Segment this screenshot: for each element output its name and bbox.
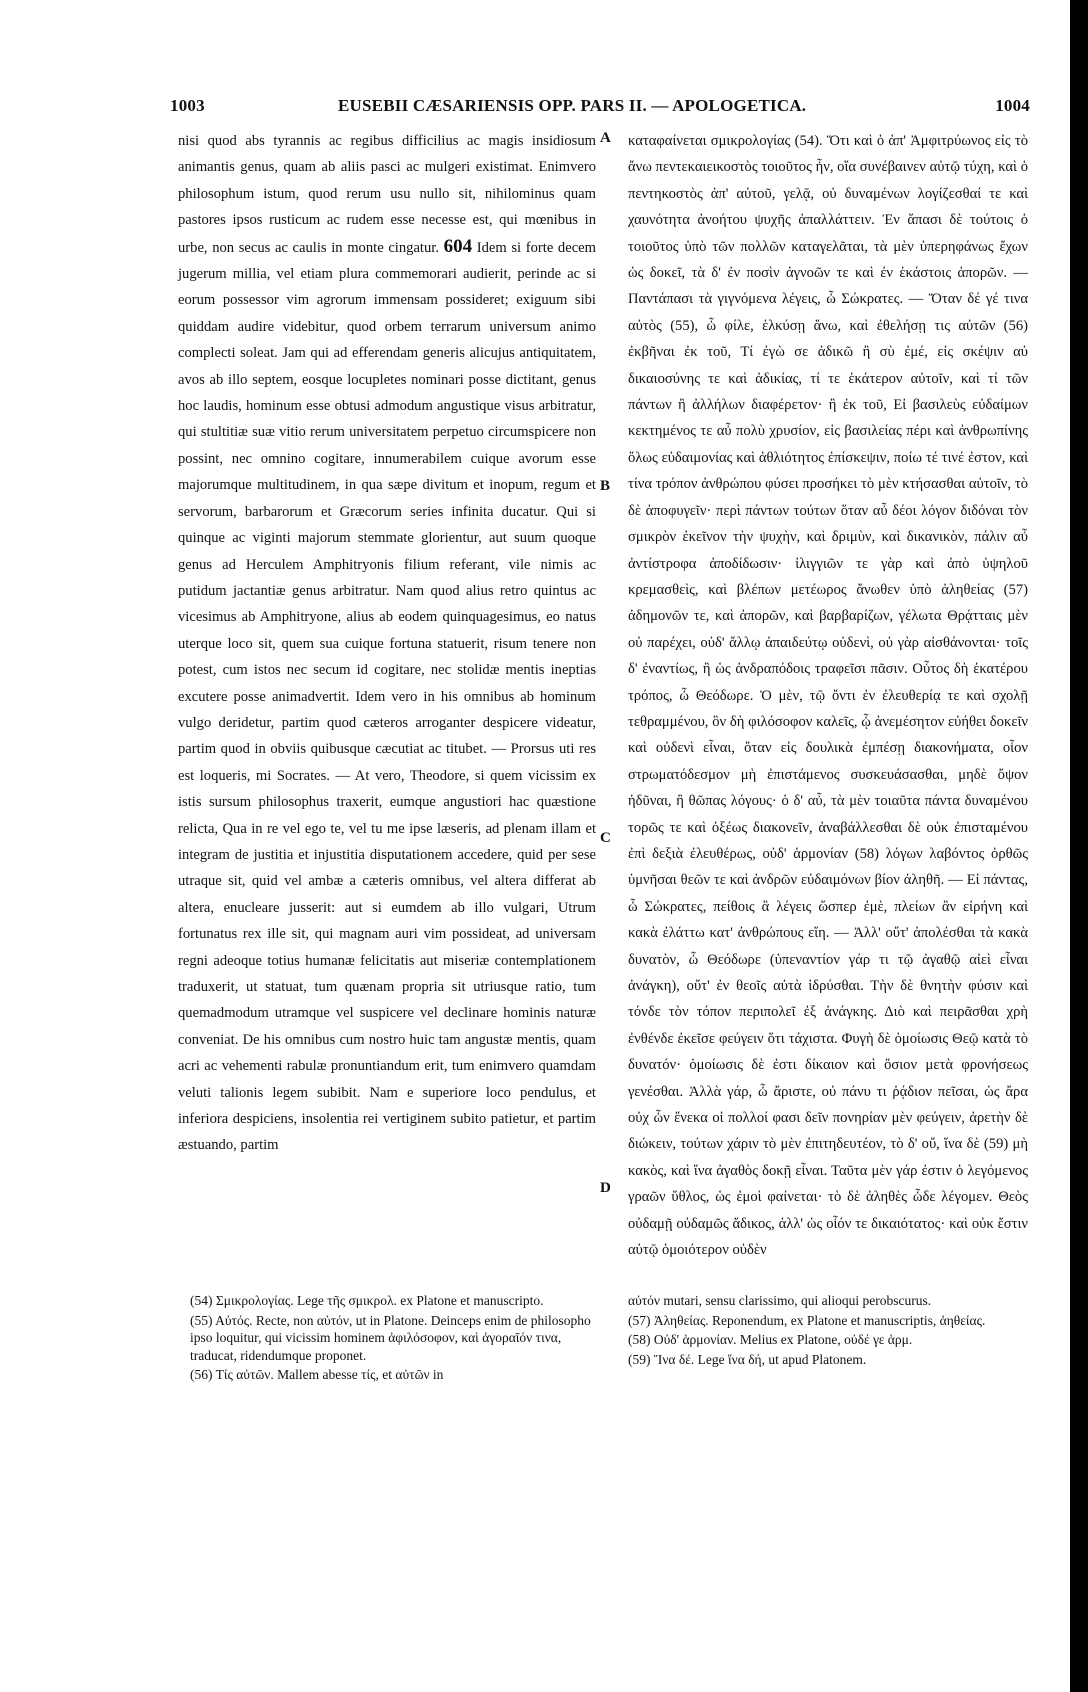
footnote-57: (57) Ἀληθείας. Reponendum, ex Platone et manuscriptis, ἀηθείας. [628, 1312, 986, 1328]
page-number-left: 1003 [170, 96, 205, 115]
footnote-55: (55) Αὐτός. Recte, non αὐτόν, ut in Platone. Deinceps enim de philosopho ipso loquitur, qui vicissim hominem ἀφιλόσοφον, καὶ ἀγοραῖόν τινα, traducat, ridendumque proponet. [190, 1312, 591, 1363]
running-head [170, 92, 1030, 122]
latin-text-part1: nisi quod abs tyrannis ac regibus difficilius ac magis insidiosum animantis genus, quam ab aliis pasci ac mulgeri existimat. Enimvero philosophum istum, quod rerum usu nullo sit, nihilominus quam pastores ipsos rusticum ac rudem esse necesse est, qui mœnibus in urbe, non secus ac caulis in monte cingatur. [178, 133, 596, 256]
latin-text [178, 128, 596, 1159]
margin-marker-c: C [600, 830, 611, 846]
footnotes-right [628, 1292, 1028, 1370]
page-number-right: 1004 [995, 96, 1030, 115]
footnote-54: (54) Σμικρολογίας. Lege τῆς σμικρολ. ex Platone et manuscripto. [190, 1293, 544, 1308]
footnote-59: (59) Ἵνα δέ. Lege ἵνα δή, ut apud Platonem. [628, 1351, 867, 1367]
page-ref-number: 604 [443, 235, 473, 257]
margin-marker-b: B [600, 478, 611, 494]
footnotes-left [190, 1292, 598, 1386]
footnote-56-cont: αὐτόν mutari, sensu clarissimo, qui alioqui perobscurus. [628, 1293, 932, 1308]
footnote-58: (58) Οὐδ' ἁρμονίαν. Melius ex Platone, οὐδέ γε ἁρμ. [628, 1332, 913, 1347]
margin-marker-a: A [600, 130, 611, 146]
right-column-greek [628, 128, 1028, 1263]
running-title: EUSEBII CÆSARIENSIS OPP. PARS II. — APOLOGETICA. [338, 96, 807, 115]
footnote-56: (56) Τίς αὐτῶν. Mallem abesse τίς, et αὐτῶν in [190, 1367, 444, 1382]
greek-text: καταφαίνεται σμικρολογίας (54). Ὅτι καὶ ὁ ἀπ' Ἀμφιτρύωνος εἰς τὸ ἄνω πεντεκαιεικοστὸς τοιοῦτος ἦν, οἵα συνέβαινεν αὐτῷ τύχη, καὶ ὁ πεντηκοστὸς ἀπ' αὐτοῦ, γελᾷ, οὐ δυναμένων λογίζεσθαί τε καὶ χαυνότητα ἀνοήτου ψυχῆς ἀπαλλάττειν. Ἐν ἅπασι δὲ τούτοις ὁ τοιοῦτος ὑπὸ τῶν πολλῶν καταγελᾶται, τὰ μὲν ὑπερηφάνως ἔχων ὡς δοκεῖ, τὰ δ' ἐν ποσὶν ἀγνοῶν τε καὶ ἐν ἑκάστοις ἀπορῶν. — Παντάπασι τὰ γιγνόμενα λέγεις, ὦ Σώκρατες. — Ὅταν δέ γέ τινα αὐτὸς (55), ὦ φίλε, ἑλκύσῃ ἄνω, καὶ ἐθελήσῃ τις αὐτῶν (56) ἐκβῆναι ἐκ τοῦ, Τί ἐγὼ σε ἀδικῶ ἢ σὺ ἐμέ, εἰς σκέψιν αὐ δικαιοσύνης τε καὶ ἀδικίας, τί τε ἑκάτερον αὐτοῖν, καὶ τί τῶν πάντων ἢ ἀλλήλων διαφέρετον· ἢ ἐκ τοῦ, Εἰ βασιλεὺς εὐδαίμων κεκτημένος τε αὖ πολὺ χρυσίον, εἰς βασιλείας πέρι καὶ ἀνθρωπίνης ὅλως εὐδαιμονίας καὶ ἀθλιότητος ἐπίσκεψιν, ποίω τέ τινέ ἐστον, καὶ τίνα τρόπον ἀνθρώπου φύσει προσήκει τὸ μὲν κτήσασθαι αὐτοῖν, τὸ δὲ ἀποφυγεῖν· περὶ πάντων τούτων ὅταν αὖ δέοι λόγον διδόναι τὸν σμικρὸν ἐκεῖνον τὴν ψυχὴν, καὶ δριμὺν, καὶ δικανικὸν, πάλιν αὖ ἀντίστροφα ἀποδίδωσιν· ἰλιγγιῶν τε γὰρ καὶ ἀπὸ ὑψηλοῦ κρεμασθεὶς, καὶ βλέπων μετέωρος ἄνωθεν ὑπὸ ἀληθείας (57) ἀδημονῶν τε, καὶ ἀπορῶν, καὶ βαρβαρίζων, γέλωτα Θρᾴτταις μὲν οὐ παρέχει, οὐδ' ἄλλῳ ἀπαιδεύτῳ οὐδενὶ, οὐ γὰρ αἰσθάνονται· τοῖς δ' ἐναντίως, ἢ ὡς ἀνδραπόδοις τραφεῖσι πᾶσιν. Οὗτος δὴ ἑκατέρου τρόπος, ὦ Θεόδωρε. Ὁ μὲν, τῷ ὄντι ἐν ἐλευθερίᾳ τε καὶ σχολῇ τεθραμμένου, ὃν δὴ φιλόσοφον καλεῖς, ᾧ ἀνεμέσητον εὐήθει δοκεῖν καὶ οὐδενὶ εἶναι, ὅταν εἰς δουλικὰ ἐμπέσῃ διακονήματα, οἷον στρωματόδεσμον μὴ ἐπιστάμενος συσκευάσασθαι, μηδὲ ὄψον ἡδῦναι, ἢ θῶπας λόγους· ὁ δ' αὖ, τὰ μὲν τοιαῦτα πάντα δυναμένου τορῶς τε καὶ ὀξέως διακονεῖν, ἀναβάλλεσθαι δὲ οὐκ ἐπισταμένου ἐπὶ δεξιὰ ἐλευθέρως, οὐδ' ἁρμονίαν (58) λόγων λαβόντος ὀρθῶς ὑμνῆσαι θεῶν τε καὶ ἀνδρῶν εὐδαιμόνων βίον ἀληθῆ. — Εἰ πάντας, ὦ Σώκρατες, πείθοις ἃ λέγεις ὥσπερ ἐμὲ, πλείων ἂν εἰρήνη καὶ κακὰ ἐλάττω κατ' ἀνθρώπους εἴη. — Ἀλλ' οὔτ' ἀπολέσθαι τὰ κακὰ δυνατὸν, ὦ Θεόδωρε (ὑπεναντίον γάρ τι τῷ ἀγαθῷ αἰεὶ εἶναι ἀνάγκη), οὔτ' ἐν θεοῖς αὐτὰ ἱδρύσθαι. Τὴν δὲ θνητὴν φύσιν καὶ τόνδε τὸν τόπον περιπολεῖ ἐξ ἀνάγκης. Διὸ καὶ πειρᾶσθαι χρὴ ἐνθένδε ἐκεῖσε φεύγειν ὅτι τάχιστα. Φυγὴ δὲ ὁμοίωσις Θεῷ κατὰ τὸ δυνατόν· ὁμοίωσις δὲ ἐστι δίκαιον καὶ ὅσιον μετὰ φρονήσεως γενέσθαι. Ἀλλὰ γάρ, ὦ ἄριστε, οὐ πάνυ τι ῥᾴδιον πεῖσαι, ὡς ἄρα οὐχ ὧν ἕνεκα οἱ πολλοί φασι δεῖν πονηρίαν μὲν φεύγειν, ἀρετὴν δὲ διώκειν, τούτων χάριν τὸ μὲν ἐπιτηδευτέον, τὸ δ' οὔ, ἵνα δὲ (59) μὴ κακὸς, καὶ ἵνα ἀγαθὸς δοκῇ εἶναι. Ταῦτα μὲν γάρ ἐστιν ὁ λεγόμενος γραῶν ὕθλος, ὡς ἐμοὶ φαίνεται· τὸ δὲ ἀληθὲς ὧδε λέγομεν. Θεὸς οὐδαμῇ οὐδαμῶς ἄδικος, ἀλλ' ὡς οἷόν τε δικαιότατος· καὶ οὐκ ἔστιν αὐτῷ ὁμοιότερον οὐδὲν [628, 133, 1028, 1259]
scan-edge [1070, 0, 1088, 1692]
latin-text-part2: Idem si forte decem jugerum millia, vel etiam plura commemorari audierit, perinde ac si eorum possessor vim agrorum immensam possideret; exiguum sibi quiddam audire videbitur, quod orbem terrarum universum animo complecti soleat. Jam qui ad efferendam generis alicujus antiquitatem, avos ab illo septem, eosque locupletes nominari posse dictitant, genus hoc laudis, hominum esse obtusi admodum angustique visus arbitratur, qui stultitiæ suæ vitio rerum universitatem perpetuo circumspicere non possint, nec omnino cogitare, innumerabilem cuique avorum esse majorumque multitudinem, in qua sæpe divitum et inopum, regum et servorum, barbarorum et Græcorum series infinita ducatur. Qui si quinque ac viginti majorum stemmate glorientur, aut suum quoque genus ad Herculem Amphitryonis filium referant, vile nimis ac putidum jactantiæ genus arbitratur. Nam quod alius retro quintus ac vicesimus ab Amphitryone, alius ab eodem quinquagesimus, eo natus uterque loco sit, quem sua cuique fortuna statuerit, risum tenere non potest, cum istos nec secum id cogitare, nec stolidæ mentis ineptias excutere posse animadvertit. Idem vero in his omnibus ab hominum vulgo deridetur, partim quod cæteros arroganter despicere videatur, partim quod in obviis quibusque cæcutiat ac titubet. — Prorsus uti res est loqueris, mi Socrates. — At vero, Theodore, si quem vicissim ex istis sursum philosophus traxerit, eumque angustiori hac quæstione relicta, Qua in re vel ego te, vel tu me ipse læseris, ad plenam illam et integram de justitia et injustitia disputationem accedere, quid per sese utraque sit, quid vel ambæ a cæteris omnibus, vel altera differat ab altera, enucleare jusserit: aut si eumdem ab illo vulgari, Utrum fortunatus rex ille sit, qui magnam auri vim possideat, ad universam regni adeoque totius humanæ felicitatis aut miseriæ contemplationem traduxerit, ut statuat, tum quænam propria sit utriusque ratio, tum quemadmodum utramque vel suspicere vel declinare hominis naturæ conveniat. De his omnibus cum nostro huic tam angustæ mentis, quam acri ac vehementi rabulæ pronuntiandum erit, tum enimvero quamdam veluti talionis legem subibit. Nam e superiore loco pendulus, et inferiora despiciens, insolentia rei vertiginem subito patietur, et partim æstuando, partim [178, 239, 597, 1154]
left-column-latin [178, 128, 596, 1159]
margin-marker-d: D [600, 1180, 611, 1196]
